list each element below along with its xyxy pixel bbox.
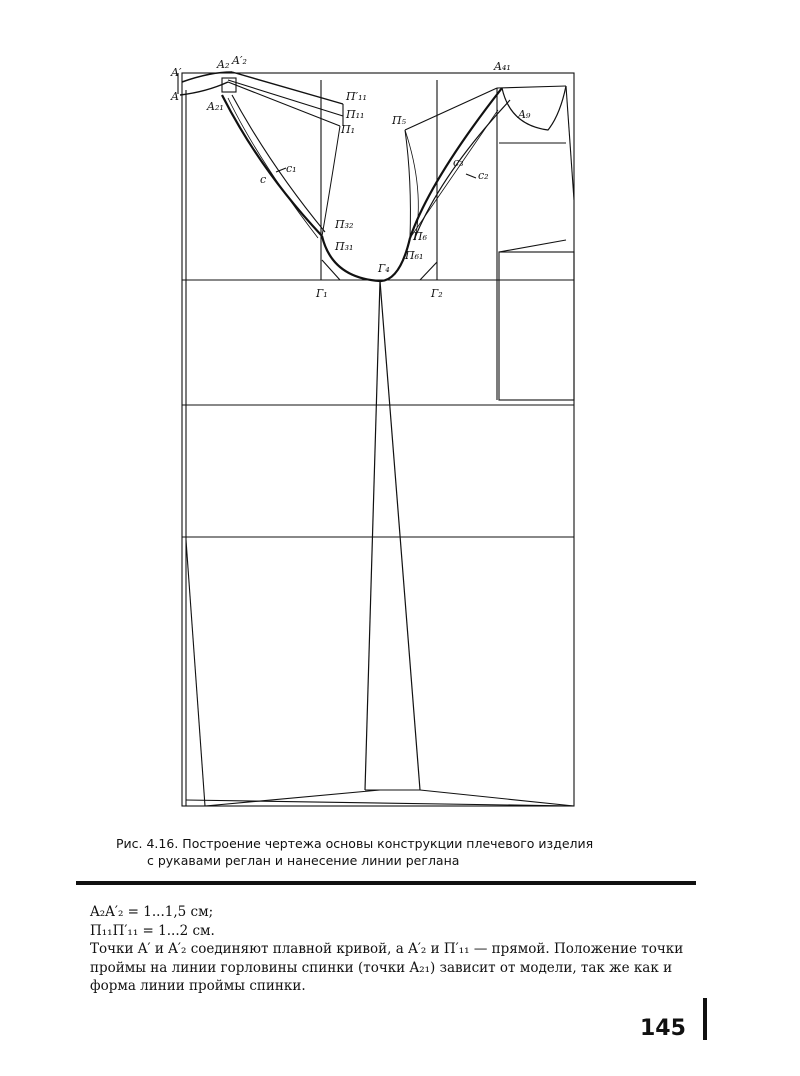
- paragraph: Точки A′ и A′₂ соединяют плавной кривой, а A′₂ и П′₁₁ — прямой. Положение точки проймы на линии горловины спинки (точки A₂₁) зависит от модели, так же как и форма линии проймы спинки.: [90, 941, 684, 994]
- label-A41: A₄₁: [494, 60, 511, 73]
- label-P32: П₃₂: [335, 218, 354, 231]
- label-A21: A₂₁: [207, 100, 224, 113]
- label-A: A: [171, 90, 179, 103]
- label-P31: П₃₁: [335, 240, 354, 253]
- label-c3: c₃: [453, 156, 464, 169]
- label-P11: П₁₁: [346, 108, 365, 121]
- label-P6: П₆: [413, 230, 428, 243]
- label-P11-prime: П′₁₁: [346, 90, 367, 103]
- separator-rule: [76, 881, 696, 885]
- label-c: c: [260, 173, 267, 186]
- label-c1: c₁: [286, 162, 297, 175]
- label-A2-prime: A′₂: [232, 54, 247, 67]
- figure-caption: [116, 835, 676, 869]
- formula-2: П₁₁П′₁₁ = 1...2 см.: [90, 922, 215, 939]
- label-P61: П₆₁: [405, 249, 424, 262]
- body-text: [90, 903, 690, 996]
- label-c2: c₂: [478, 169, 489, 182]
- formula-1: A₂A′₂ = 1...1,5 см;: [90, 904, 214, 920]
- label-A-prime: A′: [171, 66, 182, 79]
- label-P1: П₁: [341, 123, 356, 136]
- caption-line-2: с рукавами реглан и нанесение линии реглана: [147, 853, 460, 868]
- label-G4: Г₄: [378, 262, 390, 275]
- label-G2: Г₂: [431, 287, 443, 300]
- caption-number: Рис. 4.16.: [116, 836, 179, 851]
- page-number: 145: [640, 1016, 686, 1041]
- label-G1: Г₁: [316, 287, 328, 300]
- label-A9: A₉: [518, 108, 531, 121]
- outer-frame: [182, 73, 574, 806]
- label-A2: A₂: [217, 58, 230, 71]
- caption-line-1: Построение чертежа основы конструкции плечевого изделия: [182, 836, 594, 851]
- page-marker-bar: [703, 998, 707, 1040]
- label-P5: П₅: [392, 114, 407, 127]
